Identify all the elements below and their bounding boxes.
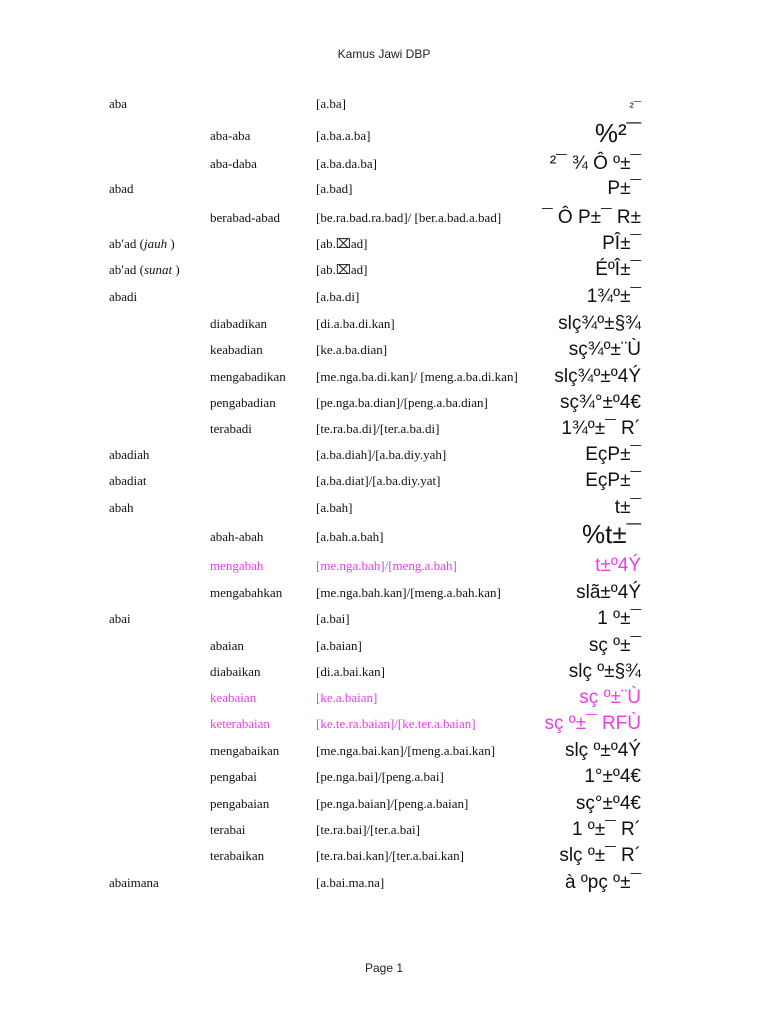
- entry-jawi-spelling: EçP±¯: [585, 444, 641, 465]
- entry-jawi-spelling: t±¯: [614, 497, 641, 518]
- entry-syllables: [ke.a.baian]: [316, 690, 378, 705]
- entry-derived-word: diabaikan: [210, 664, 261, 679]
- entry-row: [0, 118, 768, 156]
- entry-derived-word: keabaian: [210, 690, 257, 705]
- entry-row: [0, 339, 768, 370]
- page-header: Kamus Jawi DBP: [337, 47, 431, 61]
- entry-headword: aba: [109, 96, 128, 111]
- entry-syllables: [me.nga.bai.kan]/[meng.a.bai.kan]: [316, 743, 496, 758]
- entry-row: [0, 713, 768, 744]
- entry-syllables: [te.ra.bai]/[ter.a.bai]: [316, 822, 420, 837]
- entry-derived-word: mengabadikan: [210, 369, 286, 384]
- entry-row: [0, 555, 768, 586]
- entry-syllables: [pe.nga.bai]/[peng.a.bai]: [316, 769, 444, 784]
- entry-jawi-spelling: ÉºÎ±¯: [595, 259, 641, 280]
- entry-row: [0, 313, 768, 344]
- entry-row: [0, 470, 768, 501]
- entry-row: [0, 178, 768, 209]
- entry-syllables: [ke.te.ra.baian]/[ke.ter.a.baian]: [316, 716, 476, 731]
- entry-derived-word: mengabahkan: [210, 585, 283, 600]
- entry-row: [0, 608, 768, 639]
- entry-syllables: [te.ra.ba.di]/[ter.a.ba.di]: [316, 421, 440, 436]
- entry-row: [0, 845, 768, 876]
- entry-syllables: [a.bad]: [316, 181, 353, 196]
- entry-derived-word: pengabaian: [210, 796, 270, 811]
- entry-row: [0, 259, 768, 290]
- entry-derived-word: pengabai: [210, 769, 257, 784]
- entry-jawi-spelling: slç º±¯ R´: [559, 845, 641, 866]
- entry-row: [0, 153, 768, 184]
- entry-row: [0, 793, 768, 824]
- entry-syllables: [a.ba.di]: [316, 289, 360, 304]
- entry-jawi-spelling: PÎ±¯: [602, 233, 641, 254]
- entry-jawi-spelling: sç¾°±º4€: [560, 392, 641, 413]
- entry-row: [0, 233, 768, 264]
- entry-jawi-spelling: slç¾º±§¾: [558, 313, 641, 334]
- entry-row: [0, 635, 768, 666]
- entry-headword: abʹad (jauh ): [109, 236, 175, 251]
- entry-syllables: [me.nga.ba.di.kan]/ [meng.a.ba.di.kan]: [316, 369, 518, 384]
- entry-syllables: [di.a.ba.di.kan]: [316, 316, 395, 331]
- entry-jawi-spelling: sç¾º±¨Ù: [568, 339, 641, 360]
- entry-jawi-spelling: %²¯: [594, 118, 641, 148]
- entry-row: [0, 872, 768, 903]
- entry-syllables: [a.bah]: [316, 500, 353, 515]
- entry-syllables: [a.baian]: [316, 638, 362, 653]
- entry-syllables: [me.nga.bah.kan]/[meng.a.bah.kan]: [316, 585, 501, 600]
- entry-jawi-spelling: sç°±º4€: [575, 793, 641, 814]
- entry-row: [0, 207, 768, 238]
- entry-row: [0, 661, 768, 692]
- entry-syllables: [ab.⌧ad]: [316, 236, 368, 251]
- entry-syllables: [pe.nga.baian]/[peng.a.baian]: [316, 796, 469, 811]
- entry-jawi-spelling: P±¯: [607, 178, 641, 199]
- entry-jawi-spelling: ¯ Ô P±¯ R±: [542, 207, 641, 228]
- entry-jawi-spelling: sç º±¨Ù: [579, 687, 641, 708]
- entry-derived-word: berabad-abad: [210, 210, 281, 225]
- entry-derived-word: aba-daba: [210, 156, 257, 171]
- entry-jawi-spelling: ²¯ ¾ Ô º±¯: [549, 153, 641, 174]
- entry-jawi-spelling: slç º±§¾: [568, 661, 641, 682]
- entry-syllables: [pe.nga.ba.dian]/[peng.a.ba.dian]: [316, 395, 488, 410]
- entry-headword: abadi: [109, 289, 138, 304]
- entry-row: [0, 819, 768, 850]
- entry-syllables: [a.ba]: [316, 96, 346, 111]
- entry-syllables: [di.a.bai.kan]: [316, 664, 385, 679]
- entry-derived-word: pengabadian: [210, 395, 276, 410]
- entry-syllables: [te.ra.bai.kan]/[ter.a.bai.kan]: [316, 848, 464, 863]
- entry-derived-word: mengabaikan: [210, 743, 280, 758]
- entry-syllables: [a.bai]: [316, 611, 350, 626]
- entry-headword: abadiat: [109, 473, 147, 488]
- entry-derived-word: terabadi: [210, 421, 252, 436]
- entry-syllables: [a.bah.a.bah]: [316, 529, 384, 544]
- entry-derived-word: abaian: [210, 638, 244, 653]
- entry-row: [0, 687, 768, 718]
- entry-syllables: [ke.a.ba.dian]: [316, 342, 388, 357]
- page-number: Page 1: [364, 961, 404, 975]
- entry-jawi-spelling: ²¯: [629, 99, 641, 114]
- entry-jawi-spelling: slç º±º4Ý: [564, 740, 641, 761]
- entry-headword: abad: [109, 181, 134, 196]
- entry-row: [0, 286, 768, 317]
- entry-syllables: [a.ba.diah]/[a.ba.diy.yah]: [316, 447, 447, 462]
- entry-derived-word: aba-aba: [210, 128, 251, 143]
- entry-row: [0, 582, 768, 613]
- entry-headword: abaimana: [109, 875, 159, 890]
- entry-derived-word: diabadikan: [210, 316, 268, 331]
- entry-derived-word: keterabaian: [210, 716, 270, 731]
- entry-syllables: [a.ba.a.ba]: [316, 128, 371, 143]
- entry-syllables: [a.ba.da.ba]: [316, 156, 377, 171]
- entry-row: [0, 519, 768, 557]
- entry-derived-word: abah-abah: [210, 529, 264, 544]
- entry-derived-word: terabai: [210, 822, 246, 837]
- entry-jawi-spelling: EçP±¯: [585, 470, 641, 491]
- entry-jawi-spelling: 1¾º±¯: [586, 286, 641, 307]
- entry-row: [0, 392, 768, 423]
- entry-jawi-spelling: t±º4Ý: [595, 555, 641, 576]
- entry-row: [0, 418, 768, 449]
- entry-jawi-spelling: slç¾º±º4Ý: [554, 366, 641, 387]
- entry-row: [0, 96, 768, 124]
- entry-syllables: [ab.⌧ad]: [316, 262, 368, 277]
- entry-syllables: [a.bai.ma.na]: [316, 875, 385, 890]
- entry-jawi-spelling: 1¾º±¯ R´: [561, 418, 641, 439]
- entry-syllables: [be.ra.bad.ra.bad]/ [ber.a.bad.a.bad]: [316, 210, 502, 225]
- entry-jawi-spelling: 1°±º4€: [584, 766, 641, 787]
- entry-headword: abah: [109, 500, 134, 515]
- entry-jawi-spelling: slã±º4Ý: [576, 582, 641, 603]
- entry-syllables: [a.ba.diat]/[a.ba.diy.yat]: [316, 473, 441, 488]
- entry-jawi-spelling: 1 º±¯ R´: [571, 819, 641, 840]
- entry-jawi-spelling: sç º±¯: [588, 635, 641, 656]
- entry-row: [0, 366, 768, 397]
- entry-syllables: [me.nga.bah]/[meng.a.bah]: [316, 558, 457, 573]
- entry-jawi-spelling: %t±¯: [582, 519, 641, 549]
- entry-row: [0, 444, 768, 475]
- entry-jawi-spelling: 1 º±¯: [597, 608, 641, 629]
- entry-row: [0, 766, 768, 797]
- entry-jawi-spelling: à ºpç º±¯: [565, 872, 641, 893]
- entry-headword: abai: [109, 611, 131, 626]
- entry-row: [0, 740, 768, 771]
- entry-derived-word: mengabah: [210, 558, 264, 573]
- entry-headword: abadiah: [109, 447, 150, 462]
- entry-row: [0, 497, 768, 528]
- entry-derived-word: terabaikan: [210, 848, 265, 863]
- entry-headword: abʹad (sunat ): [109, 262, 180, 277]
- entry-jawi-spelling: sç º±¯ RFÙ: [544, 713, 641, 734]
- entry-derived-word: keabadian: [210, 342, 263, 357]
